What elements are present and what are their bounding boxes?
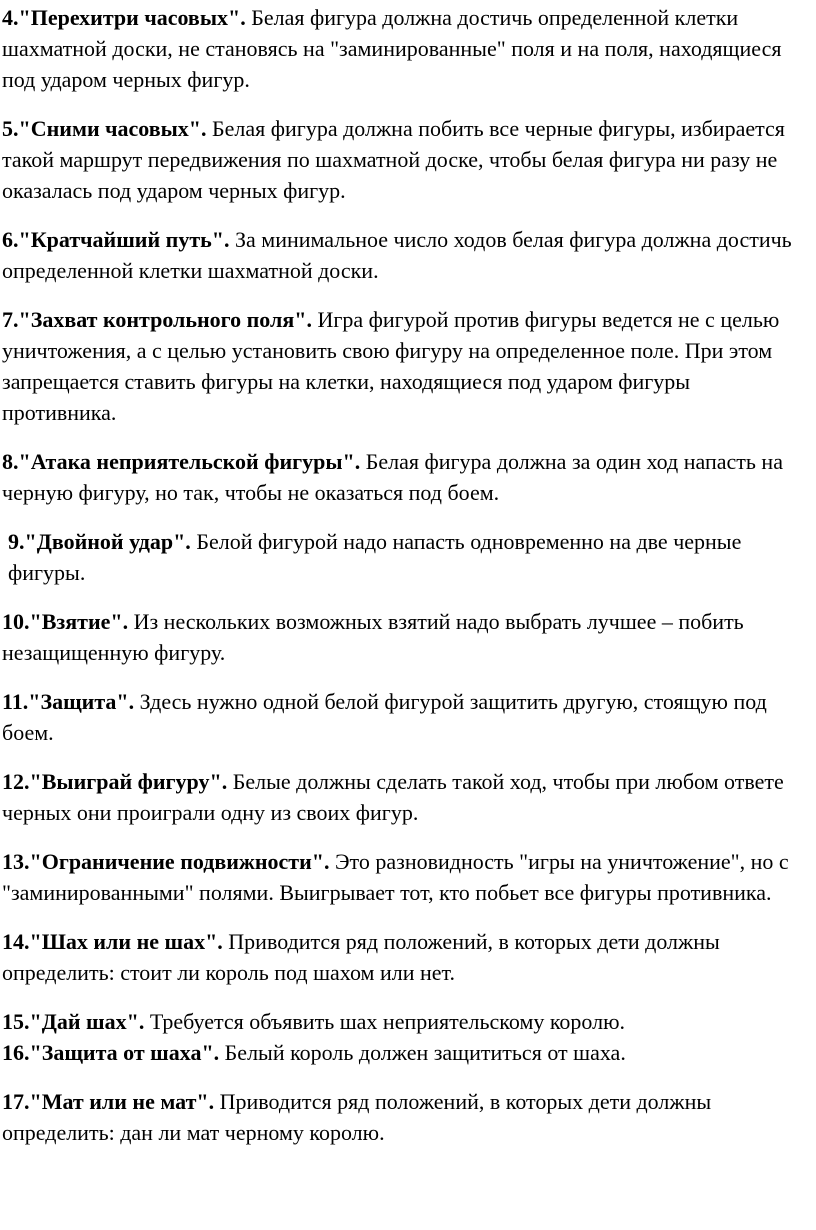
exercise-description: Белая фигура должна побить все черные фигуры, избирается такой маршрут передвижения по шахматной доске, чтобы белая фигура ни разу не оказалась под ударом черных фигур. — [2, 116, 785, 203]
exercise-8 — [2, 446, 806, 508]
exercise-description: Белая фигура должна за один ход напасть на черную фигуру, но так, чтобы не оказаться под боем. — [2, 449, 783, 505]
exercise-title: 6."Кратчайший путь". — [2, 227, 230, 252]
exercise-title: 14."Шах или не шах". — [2, 929, 223, 954]
exercise-description: Это разновидность "игры на уничтожение", но с "заминированными" полями. Выигрывает тот, кто побьет все фигуры противника. — [2, 849, 789, 905]
exercise-title: 17."Мат или не мат". — [2, 1089, 215, 1114]
exercise-description: Приводится ряд положений, в которых дети должны определить: дан ли мат черному королю. — [2, 1089, 712, 1145]
exercise-description: Белой фигурой надо напасть одновременно на две черные фигуры. — [8, 529, 742, 585]
exercise-title: 9."Двойной удар". — [8, 529, 191, 554]
exercise-title: 11."Защита". — [2, 689, 135, 714]
exercise-description: За минимальное число ходов белая фигура должна достичь определенной клетки шахматной доски. — [2, 227, 792, 283]
exercise-6 — [2, 224, 806, 286]
exercise-9 — [2, 526, 806, 588]
exercise-title: 5."Сними часовых". — [2, 116, 207, 141]
exercise-16 — [2, 1037, 806, 1068]
exercise-17 — [2, 1086, 806, 1148]
exercise-description: Из нескольких возможных взятий надо выбрать лучшее – побить незащищенную фигуру. — [2, 609, 744, 665]
exercise-description: Приводится ряд положений, в которых дети должны определить: стоит ли король под шахом или нет. — [2, 929, 720, 985]
exercise-title: 10."Взятие". — [2, 609, 129, 634]
exercise-14 — [2, 926, 806, 988]
exercise-11 — [2, 686, 806, 748]
exercise-title: 8."Атака неприятельской фигуры". — [2, 449, 361, 474]
exercise-title: 16."Защита от шаха". — [2, 1040, 220, 1065]
exercise-description: Белый король должен защититься от шаха. — [219, 1040, 626, 1065]
exercise-description: Белая фигура должна достичь определенной клетки шахматной доски, не становясь на "заминированные" поля и на поля, находящиеся под ударом черных фигур. — [2, 5, 782, 92]
exercise-title: 13."Ограничение подвижности". — [2, 849, 330, 874]
exercise-description: Белые должны сделать такой ход, чтобы при любом ответе черных они проиграли одну из своих фигур. — [2, 769, 784, 825]
exercise-15 — [2, 1006, 806, 1037]
exercise-4 — [2, 2, 806, 95]
exercise-description: Требуется объявить шах неприятельскому королю. — [144, 1009, 626, 1034]
exercise-title: 15."Дай шах". — [2, 1009, 145, 1034]
exercise-title: 7."Захват контрольного поля". — [2, 307, 312, 332]
exercise-13 — [2, 846, 806, 908]
exercise-7 — [2, 304, 806, 428]
exercise-10 — [2, 606, 806, 668]
exercise-description: Игра фигурой против фигуры ведется не с целью уничтожения, а с целью установить свою фигуру на определенное поле. При этом запрещается ставить фигуры на клетки, находящиеся под ударом фигуры противника. — [2, 307, 780, 425]
exercise-title: 4."Перехитри часовых". — [2, 5, 246, 30]
exercise-title: 12."Выиграй фигуру". — [2, 769, 228, 794]
exercise-5 — [2, 113, 806, 206]
exercise-description: Здесь нужно одной белой фигурой защитить другую, стоящую под боем. — [2, 689, 767, 745]
exercise-12 — [2, 766, 806, 828]
